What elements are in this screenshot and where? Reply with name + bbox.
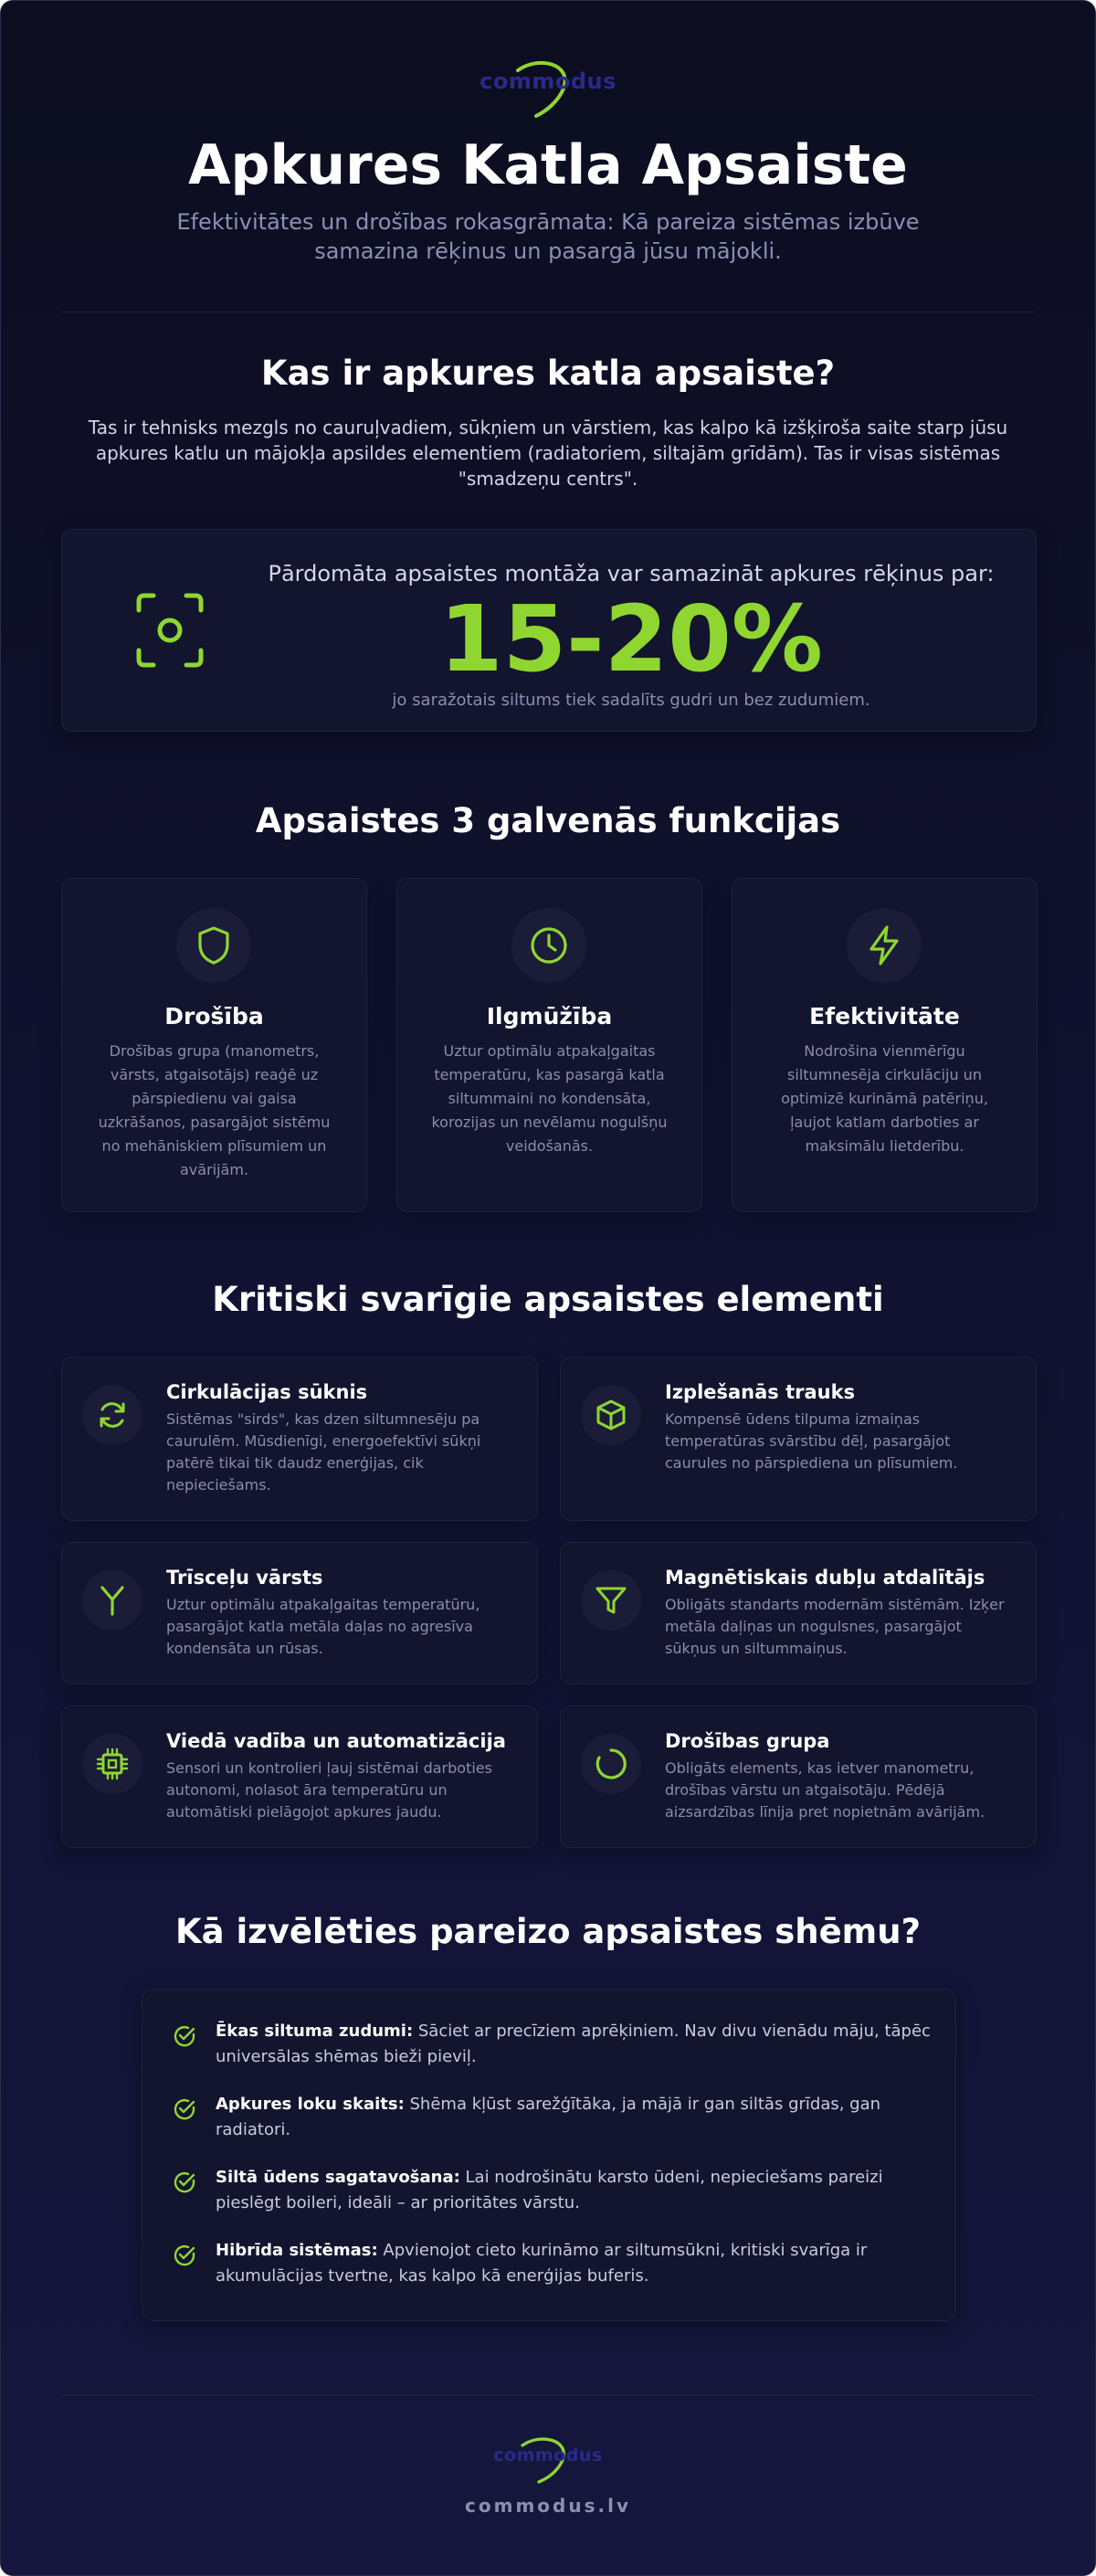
desc-line: metāla daļiņas un nogulsnes, pasargājot bbox=[665, 1618, 962, 1635]
clock-icon bbox=[511, 908, 586, 983]
desc-line: maksimālu lietderību. bbox=[805, 1137, 964, 1155]
desc-line: Kompensē ūdens tilpuma izmaiņas bbox=[665, 1410, 921, 1428]
desc-line: caurulēm. Mūsdienīgi, energoefektīvi sūkņi bbox=[166, 1432, 481, 1450]
stat-note: jo saražotais siltums tiek sadalīts gudri un bez zudumiem. bbox=[392, 691, 870, 710]
item-text: Shēma kļūst sarežģītāka, ja mājā ir gan siltās grīdas, gan bbox=[404, 2095, 881, 2114]
shield-icon bbox=[176, 908, 251, 983]
element-desc bbox=[665, 1758, 1017, 1823]
desc-line: sūkņus un siltummaiņus. bbox=[665, 1640, 848, 1657]
choose-checklist bbox=[142, 1989, 956, 2321]
function-desc bbox=[84, 1040, 344, 1182]
desc-line: Obligāts elements, kas ietver manometru, bbox=[665, 1759, 975, 1777]
stat-lead: Pārdomāta apsaistes montāža var samazināt apkures rēķinus par: bbox=[268, 561, 995, 586]
item-label: Siltā ūdens sagatavošana: bbox=[216, 2168, 460, 2187]
lightning-icon bbox=[847, 908, 922, 983]
desc-line: patērē tikai tik daudz enerģijas, cik bbox=[166, 1454, 424, 1472]
element-desc bbox=[665, 1594, 1017, 1660]
desc-line: temperatūras svārstību dēļ, pasargājot bbox=[665, 1432, 951, 1450]
stat-value: 15-20% bbox=[438, 586, 824, 692]
desc-line: pasargājot katla metāla daļas no agresīva bbox=[166, 1618, 473, 1635]
item-text: akumulācijas tvertne, kas kalpo kā enerģijas buferis. bbox=[216, 2266, 649, 2286]
desc-line: veidošanās. bbox=[505, 1137, 594, 1155]
function-card bbox=[732, 878, 1038, 1212]
element-title: Izplešanās trauks bbox=[665, 1381, 856, 1403]
element-card bbox=[61, 1705, 538, 1848]
check-circle-icon bbox=[172, 2096, 197, 2122]
item-label: Ēkas siltuma zudumi: bbox=[216, 2022, 414, 2041]
desc-line: Uztur optimālu atpakaļgaitas temperatūru, bbox=[166, 1596, 480, 1613]
check-circle-icon bbox=[172, 2023, 197, 2049]
footer-logo[interactable] bbox=[1, 2445, 1095, 2465]
header-divider bbox=[61, 311, 1035, 312]
subtitle-line: samazina rēķinus un pasargā jūsu mājokli. bbox=[314, 238, 782, 264]
element-card bbox=[560, 1705, 1037, 1848]
function-card bbox=[61, 878, 367, 1212]
desc-line: Sensori un kontrolieri ļauj sistēmai darboties bbox=[166, 1759, 492, 1777]
desc-line: kondensāta un rūsas. bbox=[166, 1640, 323, 1657]
item-text: radiatori. bbox=[216, 2120, 291, 2139]
desc-line: siltummaini no kondensāta, bbox=[448, 1090, 651, 1107]
desc-line: caurules no pārspiediena un plīsumiem. bbox=[665, 1454, 958, 1472]
desc-line: optimizē kurināmā patēriņu, bbox=[781, 1090, 988, 1107]
desc-line: uzkrāšanos, pasargājot sistēmu bbox=[98, 1114, 331, 1131]
element-desc bbox=[166, 1409, 519, 1496]
intro-line: Tas ir tehnisks mezgls no cauruļvadiem, sūkņiem un vārstiem, kas kalpo kā izšķiroša saite starp jūsu bbox=[88, 417, 1008, 438]
desc-line: Sistēmas "sirds", kas dzen siltumnesēju pa bbox=[166, 1410, 480, 1428]
desc-line: vārsts, atgaisotājs) reaģē uz bbox=[110, 1066, 319, 1083]
element-desc bbox=[166, 1594, 519, 1660]
logo-text: commodus bbox=[480, 69, 616, 94]
function-card bbox=[396, 878, 702, 1212]
savings-stat-card bbox=[61, 529, 1037, 732]
brand-logo[interactable] bbox=[1, 69, 1095, 94]
cube-icon bbox=[581, 1385, 641, 1445]
desc-line: autonomi, nolasot āra temperatūru un bbox=[166, 1781, 448, 1799]
footer-divider bbox=[61, 2394, 1035, 2395]
element-card bbox=[560, 1542, 1037, 1684]
intro-line: "smadzeņu centrs". bbox=[458, 468, 638, 490]
desc-line: Obligāts standarts modernām sistēmām. Izķer bbox=[665, 1596, 1005, 1613]
intro-text bbox=[1, 415, 1095, 491]
elements-heading: Kritiski svarīgie apsaistes elementi bbox=[212, 1280, 884, 1319]
item-text: Apvienojot cieto kurināmo ar siltumsūkni, kritiski svarīga ir bbox=[377, 2241, 868, 2260]
element-card bbox=[560, 1357, 1037, 1521]
item-label: Apkures loku skaits: bbox=[216, 2095, 405, 2114]
desc-line: Nodrošina vienmērīgu bbox=[804, 1042, 965, 1060]
desc-line: nepieciešams. bbox=[166, 1476, 271, 1494]
desc-line: pārspiedienu vai gaisa bbox=[132, 1090, 297, 1107]
item-text: pieslēgt boileri, ideāli – ar prioritātes vārstu. bbox=[216, 2193, 580, 2212]
refresh-icon bbox=[82, 1385, 142, 1445]
function-desc bbox=[754, 1040, 1015, 1158]
footer-url-link[interactable]: commodus.lv bbox=[465, 2495, 631, 2517]
desc-line: ļaujot katlam darboties ar bbox=[790, 1114, 979, 1131]
subtitle-line: Efektivitātes un drošības rokasgrāmata: Kā pareiza sistēmas izbūve bbox=[176, 209, 920, 235]
desc-line: drošības vārstu un atgaisotāju. Pēdējā bbox=[665, 1781, 945, 1799]
element-title: Magnētiskais dubļu atdalītājs bbox=[665, 1567, 985, 1589]
filter-icon bbox=[581, 1570, 641, 1631]
target-icon bbox=[133, 590, 206, 674]
element-title: Viedā vadība un automatizācija bbox=[166, 1730, 506, 1752]
function-title: Efektivitāte bbox=[809, 1003, 960, 1029]
desc-line: aizsardzības līnija pret nopietnām avārijām. bbox=[665, 1803, 985, 1821]
loading-icon bbox=[581, 1734, 641, 1794]
desc-line: siltumnesēja cirkulāciju un bbox=[787, 1066, 982, 1083]
page-title: Apkures Katla Apsaiste bbox=[188, 133, 908, 197]
functions-heading: Apsaistes 3 galvenās funkcijas bbox=[255, 801, 841, 840]
element-title: Cirkulācijas sūknis bbox=[166, 1381, 368, 1403]
element-desc bbox=[166, 1758, 519, 1823]
item-label: Hibrīda sistēmas: bbox=[216, 2241, 378, 2260]
intro-line: apkures katlu un mājokļa apsildes elementiem (radiatoriem, siltajām grīdām). Tas ir visas sistēmas bbox=[95, 442, 1001, 464]
element-title: Drošības grupa bbox=[665, 1730, 830, 1752]
check-circle-icon bbox=[172, 2243, 197, 2268]
check-circle-icon bbox=[172, 2170, 197, 2195]
chip-icon bbox=[82, 1734, 142, 1794]
desc-line: korozijas un nevēlamu nogulšņu bbox=[431, 1114, 668, 1131]
desc-line: avārijām. bbox=[179, 1161, 249, 1178]
page-subtitle bbox=[1, 207, 1095, 266]
function-title: Ilgmūžība bbox=[486, 1003, 613, 1029]
element-card bbox=[61, 1357, 538, 1521]
element-title: Trīsceļu vārsts bbox=[166, 1567, 323, 1589]
split-icon bbox=[82, 1570, 142, 1631]
choose-heading: Kā izvēlēties pareizo apsaistes shēmu? bbox=[174, 1912, 922, 1951]
desc-line: automātiski pielāgojot apkures jaudu. bbox=[166, 1803, 442, 1821]
desc-line: Uztur optimālu atpakaļgaitas bbox=[443, 1042, 656, 1060]
function-title: Drošība bbox=[164, 1003, 264, 1029]
item-text: Sāciet ar precīziem aprēķiniem. Nav divu vienādu māju, tāpēc bbox=[413, 2022, 931, 2041]
function-desc bbox=[419, 1040, 680, 1158]
desc-line: Drošības grupa (manometrs, bbox=[109, 1042, 320, 1060]
intro-heading: Kas ir apkures katla apsaiste? bbox=[260, 354, 836, 393]
logo-text: commodus bbox=[493, 2445, 603, 2465]
item-text: Lai nodrošinātu karsto ūdeni, nepieciešams pareizi bbox=[459, 2168, 883, 2187]
desc-line: no mehāniskiem plīsumiem un bbox=[101, 1137, 327, 1155]
item-text: universālas shēmas bieži pieviļ. bbox=[216, 2047, 477, 2066]
element-desc bbox=[665, 1409, 1017, 1474]
desc-line: temperatūru, kas pasargā katla bbox=[434, 1066, 665, 1083]
element-card bbox=[61, 1542, 538, 1684]
